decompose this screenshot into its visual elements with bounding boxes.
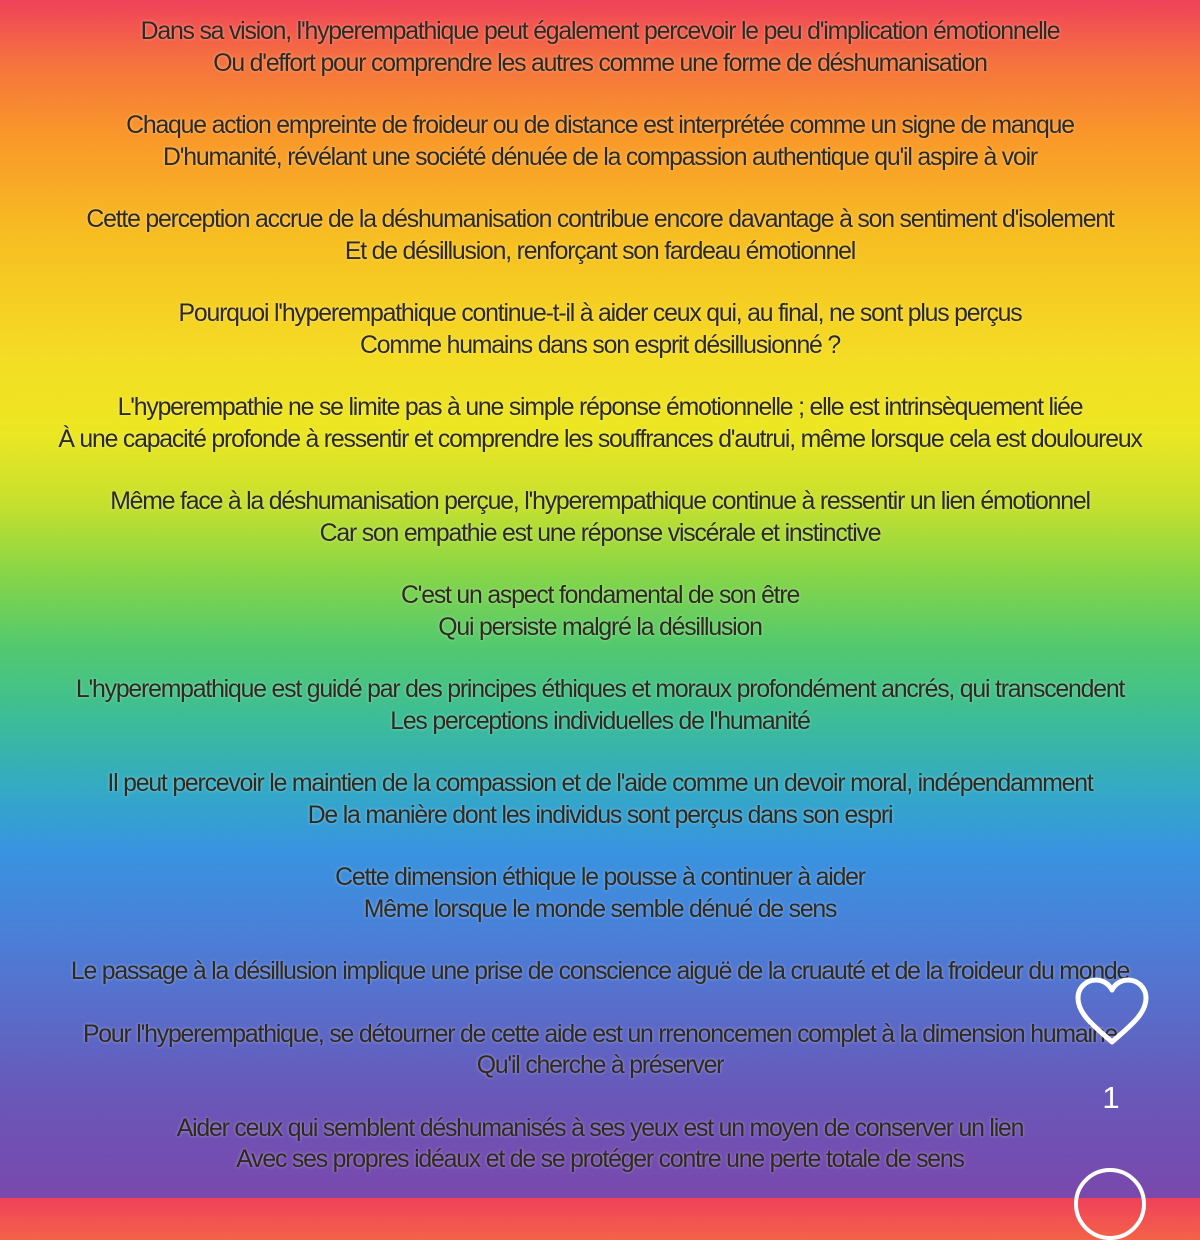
text-line: Cette dimension éthique le pousse à continuer à aider [335, 863, 865, 891]
text-line: Il peut percevoir le maintien de la compassion et de l'aide comme un devoir moral, indépendamment [107, 769, 1093, 797]
text-paragraph [0, 580, 1200, 643]
like-count: 1 [1102, 1080, 1120, 1115]
text-line: L'hyperempathie ne se limite pas à une simple réponse émotionnelle ; elle est intrinsèquement liée [117, 393, 1083, 421]
text-line: Car son empathie est une réponse viscérale et instinctive [319, 518, 881, 547]
text-line: Comme humains dans son esprit désillusionné ? [360, 330, 840, 359]
text-line: Pourquoi l'hyperempathique continue-t-il à aider ceux qui, au final, ne sont plus perçus [178, 299, 1022, 327]
text-line: De la manière dont les individus sont perçus dans son espri [307, 800, 893, 829]
text-paragraph [0, 768, 1200, 831]
text-line: Aider ceux qui semblent déshumanisés à ses yeux est un moyen de conserver un lien [176, 1113, 1024, 1142]
text-paragraph [0, 110, 1200, 173]
text-paragraph [0, 392, 1200, 455]
text-line: À une capacité profonde à ressentir et comprendre les souffrances d'autrui, même lorsque cela est douloureux [58, 424, 1142, 453]
text-line: Dans sa vision, l'hyperempathique peut également percevoir le peu d'implication émotionnelle [140, 17, 1060, 45]
text-paragraph [0, 956, 1200, 988]
text-line: Ou d'effort pour comprendre les autres comme une forme de déshumanisation [213, 48, 987, 77]
text-paragraph [0, 298, 1200, 361]
text-paragraph [0, 674, 1200, 737]
like-button[interactable] [1072, 976, 1152, 1048]
text-paragraph [0, 486, 1200, 549]
text-line: C'est un aspect fondamental de son être [400, 581, 800, 609]
text-line: Même face à la déshumanisation perçue, l'hyperempathique continue à ressentir un lien émotionnel [110, 487, 1090, 515]
text-line: Pour l'hyperempathique, se détourner de cette aide est un rrenoncemen complet à la dimension humaine [82, 1019, 1118, 1048]
text-line: Qui persiste malgré la désillusion [438, 612, 762, 641]
post-text [0, 16, 1200, 1207]
text-line: Avec ses propres idéaux et de se protéger contre une perte totale de sens [236, 1145, 964, 1173]
text-line: Et de désillusion, renforçant son fardeau émotionnel [344, 236, 856, 265]
text-paragraph [0, 1113, 1200, 1176]
text-line: Qu'il cherche à préserver [476, 1051, 724, 1079]
text-line: Même lorsque le monde semble dénué de sens [363, 894, 837, 923]
circle-icon[interactable] [1074, 1168, 1146, 1240]
text-paragraph [0, 16, 1200, 79]
text-line: Les perceptions individuelles de l'humanité [390, 706, 810, 735]
text-line: Le passage à la désillusion implique une prise de conscience aiguë de la cruauté et de la froideur du monde [70, 957, 1130, 985]
text-line: Cette perception accrue de la déshumanisation contribue encore davantage à son sentiment d'isolement [86, 205, 1114, 233]
heart-outline-icon [1072, 976, 1152, 1048]
text-line: L'hyperempathique est guidé par des principes éthiques et moraux profondément ancrés, qui transcendent [75, 675, 1125, 703]
text-line: Chaque action empreinte de froideur ou de distance est interprétée comme un signe de manque [126, 111, 1074, 139]
text-paragraph [0, 204, 1200, 267]
text-line: D'humanité, révélant une société dénuée de la compassion authentique qu'il aspire à voir [163, 142, 1037, 171]
text-paragraph [0, 862, 1200, 925]
text-paragraph [0, 1019, 1200, 1082]
